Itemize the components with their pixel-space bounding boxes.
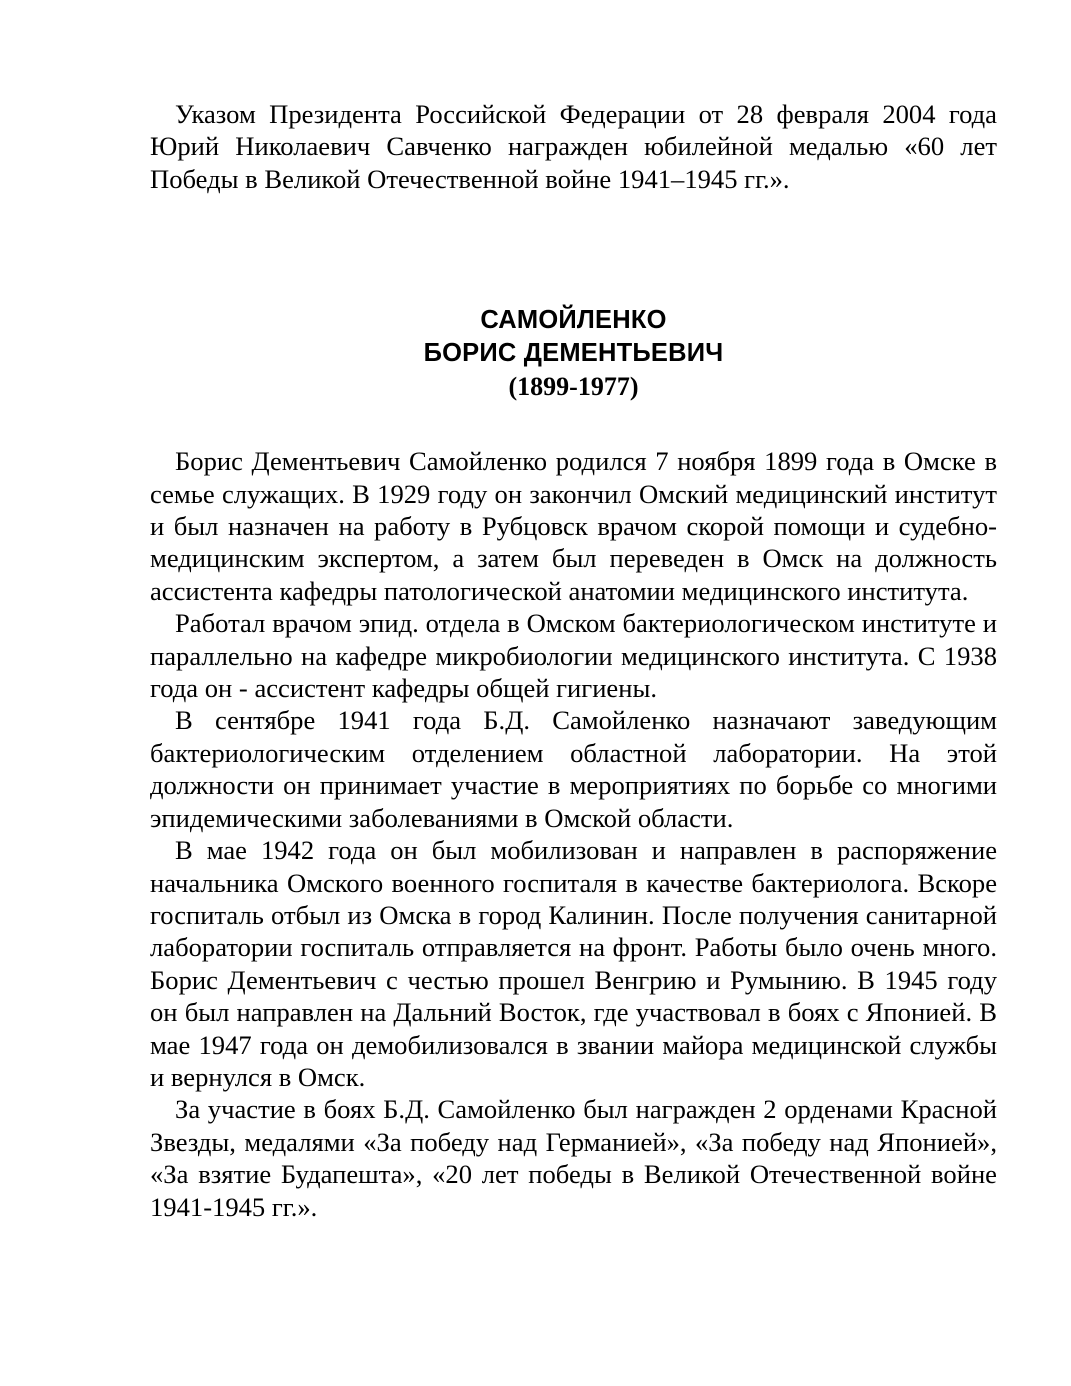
document-page	[150, 98, 997, 1223]
intro-paragraph: Указом Президента Российской Федерации от 28 февраля 2004 года Юрий Николаевич Савченко награжден юбилейной медалью «60 лет Победы в Великой Отечественной войне 1941–1945 гг.».	[150, 99, 997, 194]
biography-paragraph: В сентябре 1941 года Б.Д. Самойленко назначают заведующим бактериологическим отделением областной лаборатории. На этой должности он принимает участие в мероприятиях по борьбе со многими эпидемическими заболеваниями в Омской области.	[150, 705, 997, 833]
biography-paragraph: Борис Дементьевич Самойленко родился 7 ноября 1899 года в Омске в семье служащих. В 1929 году он закончил Омский медицинский институт и был назначен на работу в Рубцовск врачом скорой помощи и судебно-медицинским экспертом, а затем был переведен в Омск на должность ассистента кафедры патологической анатомии медицинского института.	[150, 446, 997, 606]
biography-body	[150, 445, 997, 1223]
biography-paragraph: В мае 1942 года он был мобилизован и направлен в распоряжение начальника Омского военного госпиталя в качестве бактериолога. Вскоре госпиталь отбыл из Омска в город Калинин. После получения санитарной лаборатории госпиталь отправляется на фронт. Работы было очень много. Борис Дементьевич с честью прошел Венгрию и Румынию. В 1945 году он был направлен на Дальний Восток, где участвовал в боях с Японией. В мае 1947 года он демобилизовался в звании майора медицинской службы и вернулся в Омск.	[150, 835, 997, 1092]
biography-name: БОРИС ДЕМЕНТЬЕВИЧ	[423, 339, 724, 368]
biography-paragraph: Работал врачом эпид. отдела в Омском бактериологическом институте и параллельно на кафедре микробиологии медицинского института. С 1938 года он - ассистент кафедры общей гигиены.	[150, 608, 997, 704]
biography-paragraph: За участие в боях Б.Д. Самойленко был награжден 2 орденами Красной Звезды, медалями «За победу над Германией», «За победу над Японией», «За взятие Будапешта», «20 лет победы в Великой Отечественной войне 1941-1945 гг.».	[150, 1094, 997, 1222]
biography-heading	[150, 304, 997, 403]
biography-years: (1899-1977)	[508, 372, 639, 402]
biography-surname: САМОЙЛЕНКО	[480, 306, 667, 335]
